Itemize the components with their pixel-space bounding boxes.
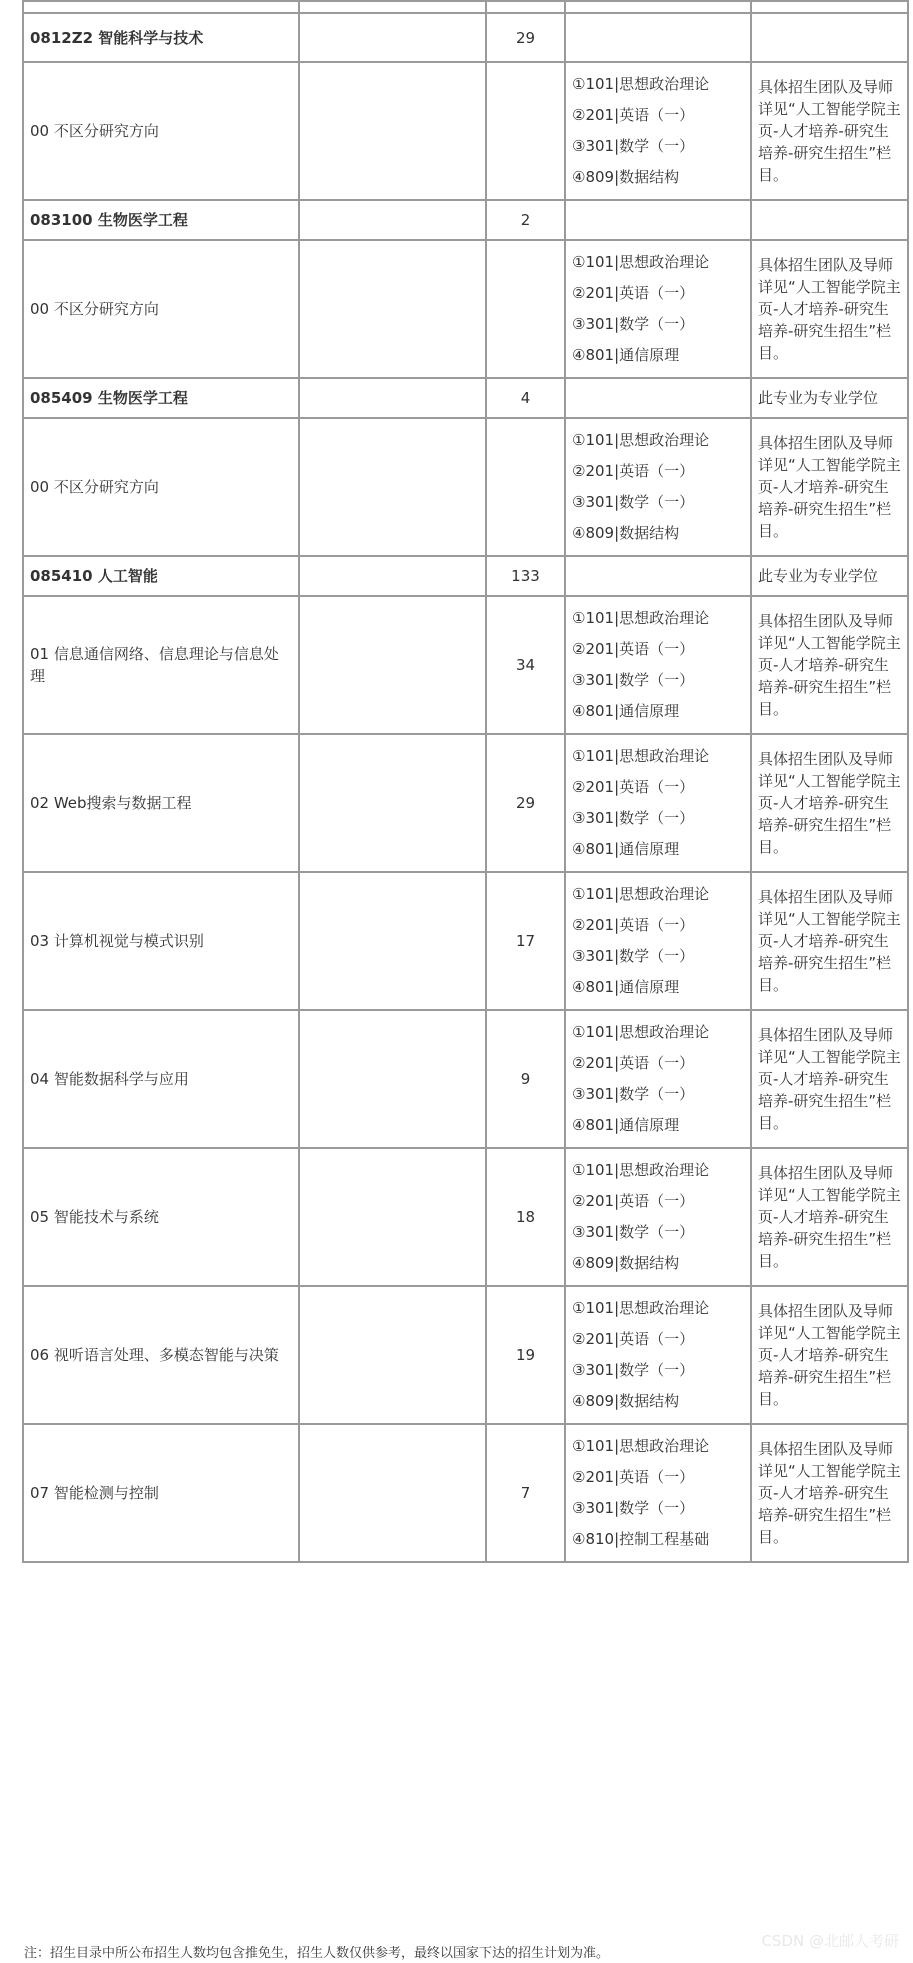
direction-name-cell: 01 信息通信网络、信息理论与信息处理 [23, 596, 299, 734]
direction-row [23, 418, 908, 556]
exam-subject-item: ③301|数学（一） [572, 493, 695, 511]
remark-cell [751, 13, 908, 62]
exam-subject-item: ②201|英语（一） [572, 462, 695, 480]
exam-subject-item: ①101|思想政治理论 [572, 1299, 710, 1317]
exam-subject-item: ③301|数学（一） [572, 947, 695, 965]
remark-cell [751, 200, 908, 240]
remark-cell: 具体招生团队及导师详见“人工智能学院主页-人才培养-研究生培养-研究生招生”栏目。 [751, 1424, 908, 1562]
enrollment-count-cell [486, 240, 565, 378]
exam-subject-item: ①101|思想政治理论 [572, 885, 710, 903]
remark-cell: 具体招生团队及导师详见“人工智能学院主页-人才培养-研究生培养-研究生招生”栏目。 [751, 734, 908, 872]
exam-subject-item: ③301|数学（一） [572, 1085, 695, 1103]
direction-name-cell: 02 Web搜索与数据工程 [23, 734, 299, 872]
blank-cell [299, 734, 486, 872]
direction-row [23, 1424, 908, 1562]
exam-subject-item: ①101|思想政治理论 [572, 1161, 710, 1179]
direction-name-cell: 00 不区分研究方向 [23, 418, 299, 556]
remark-cell: 具体招生团队及导师详见“人工智能学院主页-人才培养-研究生培养-研究生招生”栏目。 [751, 596, 908, 734]
blank-cell [299, 62, 486, 200]
enrollment-count-cell: 29 [486, 734, 565, 872]
major-name-cell: 085409 生物医学工程 [23, 378, 299, 418]
exam-subject-item: ③301|数学（一） [572, 1223, 695, 1241]
blank-cell [299, 1, 486, 13]
blank-cell [299, 1010, 486, 1148]
blank-cell [299, 556, 486, 596]
direction-name-cell: 06 视听语言处理、多模态智能与决策 [23, 1286, 299, 1424]
remark-cell: 具体招生团队及导师详见“人工智能学院主页-人才培养-研究生培养-研究生招生”栏目。 [751, 1286, 908, 1424]
major-row [23, 1, 908, 13]
exam-subjects-cell [565, 1424, 751, 1562]
exam-subject-item: ②201|英语（一） [572, 1468, 695, 1486]
enrollment-count-cell: 29 [486, 13, 565, 62]
exam-subjects-cell [565, 1286, 751, 1424]
exam-subjects-cell [565, 378, 751, 418]
remark-cell: 具体招生团队及导师详见“人工智能学院主页-人才培养-研究生培养-研究生招生”栏目。 [751, 62, 908, 200]
direction-name-cell: 00 不区分研究方向 [23, 62, 299, 200]
direction-name-cell: 00 不区分研究方向 [23, 240, 299, 378]
admissions-table [22, 0, 909, 1563]
exam-subject-item: ④809|数据结构 [572, 1392, 680, 1410]
exam-subjects-cell [565, 1010, 751, 1148]
blank-cell [299, 418, 486, 556]
blank-cell [299, 872, 486, 1010]
enrollment-count-cell: 34 [486, 596, 565, 734]
enrollment-count-cell [486, 62, 565, 200]
remark-cell: 具体招生团队及导师详见“人工智能学院主页-人才培养-研究生培养-研究生招生”栏目。 [751, 872, 908, 1010]
direction-name-cell: 04 智能数据科学与应用 [23, 1010, 299, 1148]
exam-subject-item: ④810|控制工程基础 [572, 1530, 710, 1548]
direction-row [23, 734, 908, 872]
direction-row [23, 1010, 908, 1148]
direction-name-cell: 07 智能检测与控制 [23, 1424, 299, 1562]
footer-note: 注：招生目录中所公布招生人数均包含推免生，招生人数仅供参考，最终以国家下达的招生计划为准。 [24, 1946, 610, 1961]
exam-subject-item: ③301|数学（一） [572, 671, 695, 689]
exam-subject-item: ②201|英语（一） [572, 640, 695, 658]
exam-subject-item: ③301|数学（一） [572, 1499, 695, 1517]
blank-cell [299, 200, 486, 240]
direction-row [23, 596, 908, 734]
exam-subjects-cell [565, 596, 751, 734]
enrollment-count-cell: 133 [486, 556, 565, 596]
major-row [23, 556, 908, 596]
remark-cell: 具体招生团队及导师详见“人工智能学院主页-人才培养-研究生培养-研究生招生”栏目。 [751, 1010, 908, 1148]
exam-subject-item: ②201|英语（一） [572, 284, 695, 302]
direction-row [23, 872, 908, 1010]
exam-subject-item: ③301|数学（一） [572, 315, 695, 333]
direction-row [23, 1148, 908, 1286]
enrollment-count-cell: 18 [486, 1148, 565, 1286]
direction-row [23, 62, 908, 200]
exam-subjects-cell [565, 1148, 751, 1286]
remark-cell [751, 1, 908, 13]
enrollment-count-cell: 17 [486, 872, 565, 1010]
exam-subject-item: ③301|数学（一） [572, 137, 695, 155]
exam-subject-item: ④801|通信原理 [572, 978, 680, 996]
direction-name-cell: 05 智能技术与系统 [23, 1148, 299, 1286]
exam-subjects-cell [565, 872, 751, 1010]
major-name-cell [23, 1, 299, 13]
remark-cell: 此专业为专业学位 [751, 556, 908, 596]
exam-subjects-cell [565, 556, 751, 596]
exam-subjects-cell [565, 13, 751, 62]
exam-subject-item: ④801|通信原理 [572, 702, 680, 720]
enrollment-count-cell: 9 [486, 1010, 565, 1148]
remark-cell: 具体招生团队及导师详见“人工智能学院主页-人才培养-研究生培养-研究生招生”栏目。 [751, 1148, 908, 1286]
exam-subject-item: ①101|思想政治理论 [572, 747, 710, 765]
exam-subject-item: ①101|思想政治理论 [572, 253, 710, 271]
direction-name-cell: 03 计算机视觉与模式识别 [23, 872, 299, 1010]
exam-subject-item: ①101|思想政治理论 [572, 75, 710, 93]
blank-cell [299, 596, 486, 734]
enrollment-count-cell: 4 [486, 378, 565, 418]
exam-subject-item: ④809|数据结构 [572, 524, 680, 542]
exam-subject-item: ①101|思想政治理论 [572, 609, 710, 627]
blank-cell [299, 240, 486, 378]
enrollment-count-cell: 2 [486, 200, 565, 240]
exam-subject-item: ①101|思想政治理论 [572, 1437, 710, 1455]
direction-row [23, 240, 908, 378]
remark-cell: 具体招生团队及导师详见“人工智能学院主页-人才培养-研究生培养-研究生招生”栏目。 [751, 418, 908, 556]
major-row [23, 200, 908, 240]
exam-subject-item: ④809|数据结构 [572, 168, 680, 186]
exam-subjects-cell [565, 240, 751, 378]
exam-subjects-cell [565, 418, 751, 556]
blank-cell [299, 1286, 486, 1424]
remark-cell: 此专业为专业学位 [751, 378, 908, 418]
blank-cell [299, 1148, 486, 1286]
enrollment-count-cell [486, 1, 565, 13]
direction-row [23, 1286, 908, 1424]
exam-subject-item: ③301|数学（一） [572, 809, 695, 827]
exam-subject-item: ②201|英语（一） [572, 106, 695, 124]
exam-subject-item: ②201|英语（一） [572, 778, 695, 796]
blank-cell [299, 1424, 486, 1562]
watermark-text: CSDN @北邮人考研 [761, 1932, 899, 1950]
major-name-cell: 085410 人工智能 [23, 556, 299, 596]
exam-subject-item: ①101|思想政治理论 [572, 1023, 710, 1041]
blank-cell [299, 378, 486, 418]
major-name-cell: 0812Z2 智能科学与技术 [23, 13, 299, 62]
exam-subject-item: ②201|英语（一） [572, 1192, 695, 1210]
exam-subject-item: ②201|英语（一） [572, 1054, 695, 1072]
exam-subjects-cell [565, 734, 751, 872]
exam-subjects-cell [565, 1, 751, 13]
exam-subject-item: ①101|思想政治理论 [572, 431, 710, 449]
exam-subject-item: ②201|英语（一） [572, 916, 695, 934]
exam-subject-item: ④801|通信原理 [572, 840, 680, 858]
exam-subject-item: ④801|通信原理 [572, 346, 680, 364]
enrollment-count-cell: 7 [486, 1424, 565, 1562]
blank-cell [299, 13, 486, 62]
exam-subject-item: ④809|数据结构 [572, 1254, 680, 1272]
enrollment-count-cell [486, 418, 565, 556]
enrollment-count-cell: 19 [486, 1286, 565, 1424]
major-row [23, 13, 908, 62]
exam-subject-item: ②201|英语（一） [572, 1330, 695, 1348]
major-row [23, 378, 908, 418]
exam-subject-item: ④801|通信原理 [572, 1116, 680, 1134]
major-name-cell: 083100 生物医学工程 [23, 200, 299, 240]
exam-subject-item: ③301|数学（一） [572, 1361, 695, 1379]
exam-subjects-cell [565, 62, 751, 200]
remark-cell: 具体招生团队及导师详见“人工智能学院主页-人才培养-研究生培养-研究生招生”栏目。 [751, 240, 908, 378]
exam-subjects-cell [565, 200, 751, 240]
